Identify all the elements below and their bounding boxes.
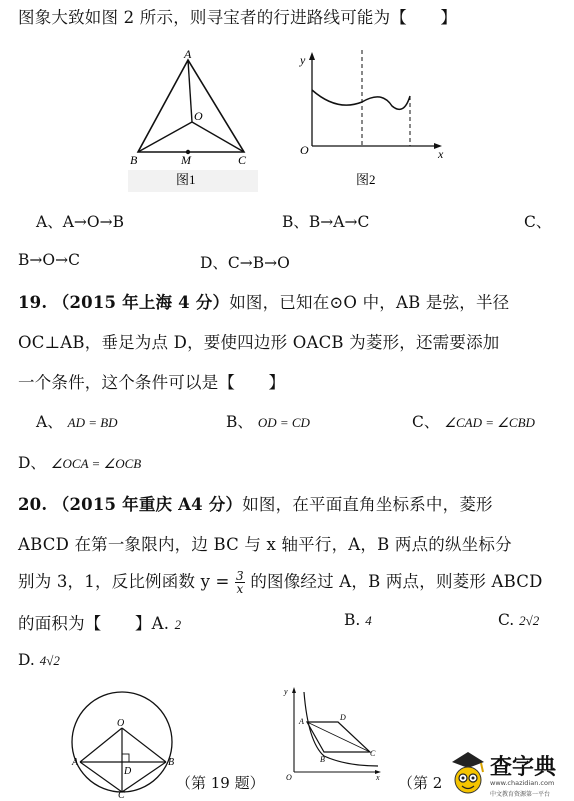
label-o: O [286,773,292,782]
label-a: A [184,50,192,61]
q19-line-2: OC⊥AB，垂足为点 D，要使四边形 OACB 为菱形，还需要添加 [18,333,500,352]
q20-option-b[interactable] [344,611,372,629]
label-b: B [168,757,175,768]
figure-1-triangle [128,50,258,192]
q20-text-4: 的面积为【 】A. [18,614,170,633]
q20-fraction-denominator: x [236,582,244,596]
q19-text-1: 如图，已知在⊙O 中，AB 是弦，半径 [229,293,510,312]
figure-19-circle [70,688,182,798]
q20-text-3a: 别为 3，1，反比例函数 y = [18,572,230,591]
q19-option-d[interactable] [18,451,141,473]
watermark-url: www.chazidian.com [490,779,555,787]
q18-option-c-continued: B→O→C [18,251,80,269]
q20-line-1 [18,491,493,515]
q19-line-1 [18,289,509,313]
label-o: O [194,109,203,123]
q20-fraction [235,570,245,595]
q19-option-c-value: ∠CAD = ∠CBD [444,415,535,430]
q20-option-b-label: B. [344,611,361,629]
label-m: M [181,153,191,167]
q20-fraction-numerator: 3 [236,569,244,583]
segment-oa [80,728,122,762]
diagonal-ac [307,722,370,752]
label-c: C [118,790,125,798]
q20-option-d-value: 4√2 [39,653,60,668]
label-b: B [320,755,325,764]
figure-20-caption: （第 2 [398,774,443,792]
q20-option-d-label: D. [18,651,35,669]
question-continuation-text: 图象大致如图 2 所示，则寻宝者的行进路线可能为【 】 [18,8,458,27]
q19-option-d-label: D、 [18,454,46,472]
q19-source: （2015 年上海 4 分） [52,293,230,312]
q18-option-d[interactable]: D、C→B→O [200,254,290,272]
q20-option-b-value: 4 [365,613,372,628]
label-x: x [376,773,380,782]
q20-number: 20. [18,495,48,514]
label-o: O [117,718,125,729]
figure-1-caption: 图1 [176,172,196,187]
q20-text-1: 如图，在平面直角坐标系中，菱形 [242,495,493,514]
label-a: A [299,717,304,726]
watermark-title: 查字典 [490,755,557,780]
label-y: y [300,53,306,67]
figure-19-caption: （第 19 题） [176,774,265,792]
watermark-slogan: 中文教育资源第一平台 [490,791,551,798]
q19-number: 19. [18,293,48,312]
q18-option-b[interactable]: B、B→A→C [282,213,370,231]
q18-option-a[interactable]: A、A→O→B [36,213,124,231]
label-c: C [238,153,247,167]
label-c: C [370,749,376,758]
q19-option-a-label: A、 [36,413,63,431]
figure-2-caption: 图2 [356,172,376,187]
q20-line-2: ABCD 在第一象限内，边 BC 与 x 轴平行，A，B 两点的纵坐标分 [18,535,512,554]
label-b: B [130,153,138,167]
q20-option-c[interactable] [498,611,539,629]
q19-option-a[interactable] [36,410,118,432]
q20-option-c-value: 2√2 [519,613,540,628]
q18-option-c[interactable]: C、 [524,213,552,231]
segment-co [192,122,244,152]
q19-option-b-label: B、 [226,413,253,431]
label-d: D [340,713,346,722]
q19-option-c-label: C、 [412,413,440,431]
q19-option-a-value: AD = BD [67,415,118,430]
segment-ao [188,60,192,122]
mascot-icon [448,750,488,798]
right-angle-mark [122,754,129,762]
q19-option-b[interactable] [226,410,310,432]
q20-option-a-value[interactable]: 2 [174,617,182,632]
label-a: A [72,757,79,768]
q20-option-c-label: C. [498,611,515,629]
q20-line-3 [18,568,543,595]
q20-text-3b: 的图像经过 A，B 两点，则菱形 ABCD [250,572,543,591]
label-y: y [284,687,288,696]
label-x: x [438,147,444,161]
q19-option-c[interactable] [412,410,535,432]
q19-line-3: 一个条件，这个条件可以是【 】 [18,373,286,392]
q19-option-d-value: ∠OCA = ∠OCB [50,456,142,471]
figure-20-graph [280,686,384,782]
label-o: O [300,143,309,157]
q20-source: （2015 年重庆 A4 分） [52,495,243,514]
q20-line-4 [18,610,181,634]
q19-option-b-value: OD = CD [257,415,310,430]
distance-curve [312,90,410,109]
figure-2-graph [292,50,452,192]
hyperbola-curve [304,692,378,766]
label-d: D [124,766,132,777]
q20-option-d[interactable] [18,651,60,669]
watermark-logo [444,748,574,801]
